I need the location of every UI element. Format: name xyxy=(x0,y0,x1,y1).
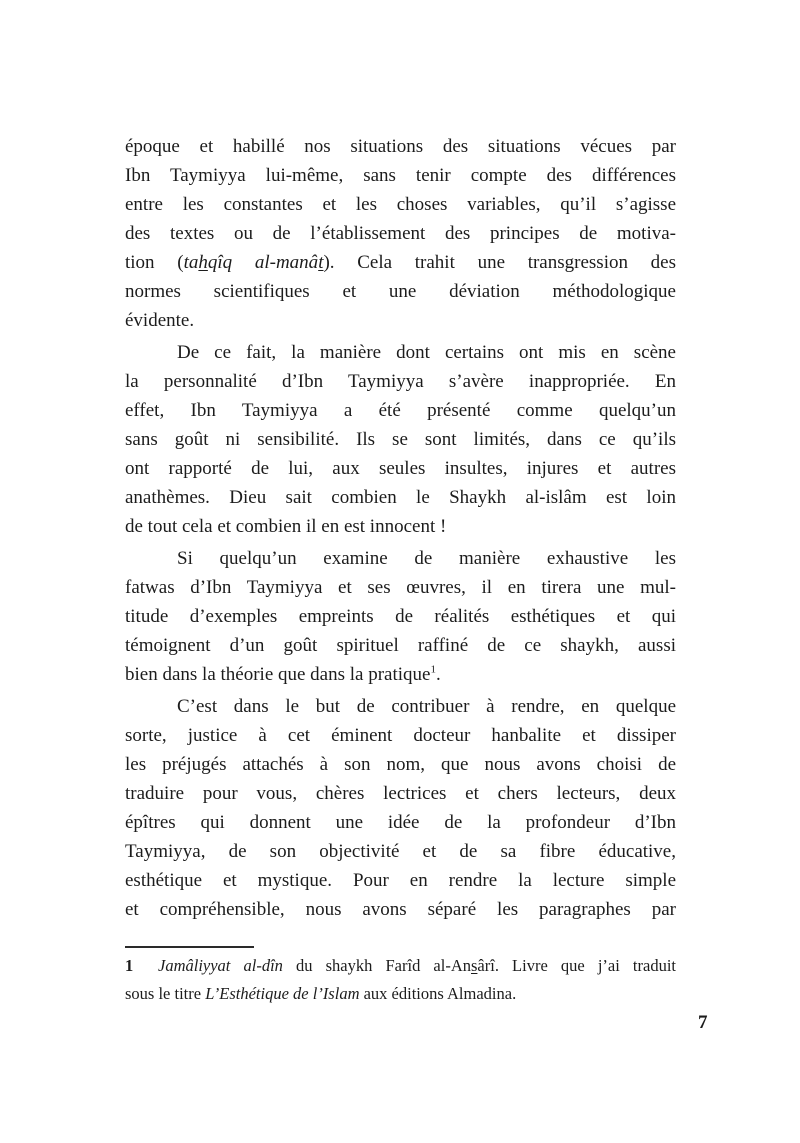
text-run: entre les constantes et les choses variables, qu’il s’agisse xyxy=(125,194,676,215)
text-line xyxy=(125,952,676,980)
text-line xyxy=(125,306,676,335)
text-line xyxy=(125,808,676,837)
text-line xyxy=(125,277,676,306)
text-line xyxy=(125,544,676,573)
text-line xyxy=(125,721,676,750)
text-line xyxy=(125,454,676,483)
text-line xyxy=(125,779,676,808)
text-line xyxy=(125,895,676,924)
text-run: s xyxy=(471,956,478,975)
text-line xyxy=(125,660,676,689)
text-line xyxy=(125,750,676,779)
text-run: époque et habillé nos situations des situations vécues par xyxy=(125,136,676,157)
text-run: titude d’exemples empreints de réalités esthétiques et qui xyxy=(125,606,676,627)
text-run: sans goût ni sensibilité. Ils se sont limités, dans ce qu’ils xyxy=(125,429,676,450)
text-run: ont rapporté de lui, aux seules insultes, injures et autres xyxy=(125,458,676,479)
paragraph xyxy=(125,544,676,689)
text-line xyxy=(125,573,676,602)
body-text xyxy=(125,132,676,924)
footnote-reference-superscript: 1 xyxy=(430,663,436,676)
text-line xyxy=(125,367,676,396)
text-run: évidente. xyxy=(125,310,195,331)
paragraph xyxy=(125,338,676,541)
text-run: qîq al-manâ xyxy=(207,252,319,273)
text-run: normes scientifiques et une déviation méthodologique xyxy=(125,281,676,302)
text-run: aux éditions Almadina. xyxy=(359,984,517,1003)
text-run: ta xyxy=(183,252,199,273)
text-line xyxy=(125,338,676,367)
page-number: 7 xyxy=(698,1012,708,1033)
text-run: Jamâliyyat al-dîn xyxy=(158,956,283,975)
text-run: L’Esthétique de l’Islam xyxy=(205,984,360,1003)
text-run: C’est dans le but de contribuer à rendre, en quelque xyxy=(177,696,676,717)
text-run: de tout cela et combien il en est innocent ! xyxy=(125,516,447,537)
footnote xyxy=(125,952,676,1008)
paragraph xyxy=(125,692,676,924)
text-line xyxy=(125,837,676,866)
text-run: épîtres qui donnent une idée de la profondeur d’Ibn xyxy=(125,812,676,833)
text-line xyxy=(125,425,676,454)
text-run: effet, Ibn Taymiyya a été présenté comme quelqu’un xyxy=(125,400,676,421)
text-line xyxy=(125,219,676,248)
text-run: tion ( xyxy=(125,252,184,273)
text-run: Taymiyya, de son objectivité et de sa fibre éducative, xyxy=(125,841,676,862)
footnote-paragraph xyxy=(125,952,676,1008)
text-line xyxy=(125,866,676,895)
text-line xyxy=(125,161,676,190)
text-run: ârî. Livre que j’ai traduit xyxy=(477,956,676,975)
text-run: ). Cela trahit une transgression des xyxy=(323,252,676,273)
text-line xyxy=(125,396,676,425)
text-run: h xyxy=(198,252,208,273)
text-run: Si quelqu’un examine de manière exhaustive les xyxy=(177,548,676,569)
text-line xyxy=(125,692,676,721)
text-run: la personnalité d’Ibn Taymiyya s’avère inappropriée. En xyxy=(125,371,676,392)
text-run: traduire pour vous, chères lectrices et chers lecteurs, deux xyxy=(125,783,676,804)
text-run: De ce fait, la manière dont certains ont mis en scène xyxy=(177,342,676,363)
footnote-divider xyxy=(125,946,254,948)
text-line xyxy=(125,980,676,1008)
text-run: et compréhensible, nous avons séparé les paragraphes par xyxy=(125,899,676,920)
text-run: des textes ou de l’établissement des principes de motiva- xyxy=(125,223,676,244)
text-line xyxy=(125,512,676,541)
text-run: Ibn Taymiyya lui-même, sans tenir compte des différences xyxy=(125,165,676,186)
text-run: les préjugés attachés à son nom, que nous avons choisi de xyxy=(125,754,676,775)
text-run: fatwas d’Ibn Taymiyya et ses œuvres, il en tirera une mul- xyxy=(125,577,676,598)
text-line xyxy=(125,248,676,277)
text-run: t xyxy=(318,252,324,273)
text-line xyxy=(125,602,676,631)
paragraph xyxy=(125,132,676,335)
text-run: témoignent d’un goût spirituel raffiné de ce shaykh, aussi xyxy=(125,635,676,656)
text-run: . xyxy=(435,664,441,685)
text-run: sous le titre xyxy=(125,984,206,1003)
text-run: bien dans la théorie que dans la pratique xyxy=(125,664,431,685)
text-run: anathèmes. Dieu sait combien le Shaykh al-islâm est loin xyxy=(125,487,676,508)
text-run: du shaykh Farîd al-An xyxy=(282,956,471,975)
text-run: esthétique et mystique. Pour en rendre la lecture simple xyxy=(125,870,676,891)
text-line xyxy=(125,132,676,161)
text-line xyxy=(125,190,676,219)
text-run: sorte, justice à cet éminent docteur hanbalite et dissiper xyxy=(125,725,676,746)
text-line xyxy=(125,631,676,660)
text-line xyxy=(125,483,676,512)
footnote-marker: 1 xyxy=(125,956,134,975)
